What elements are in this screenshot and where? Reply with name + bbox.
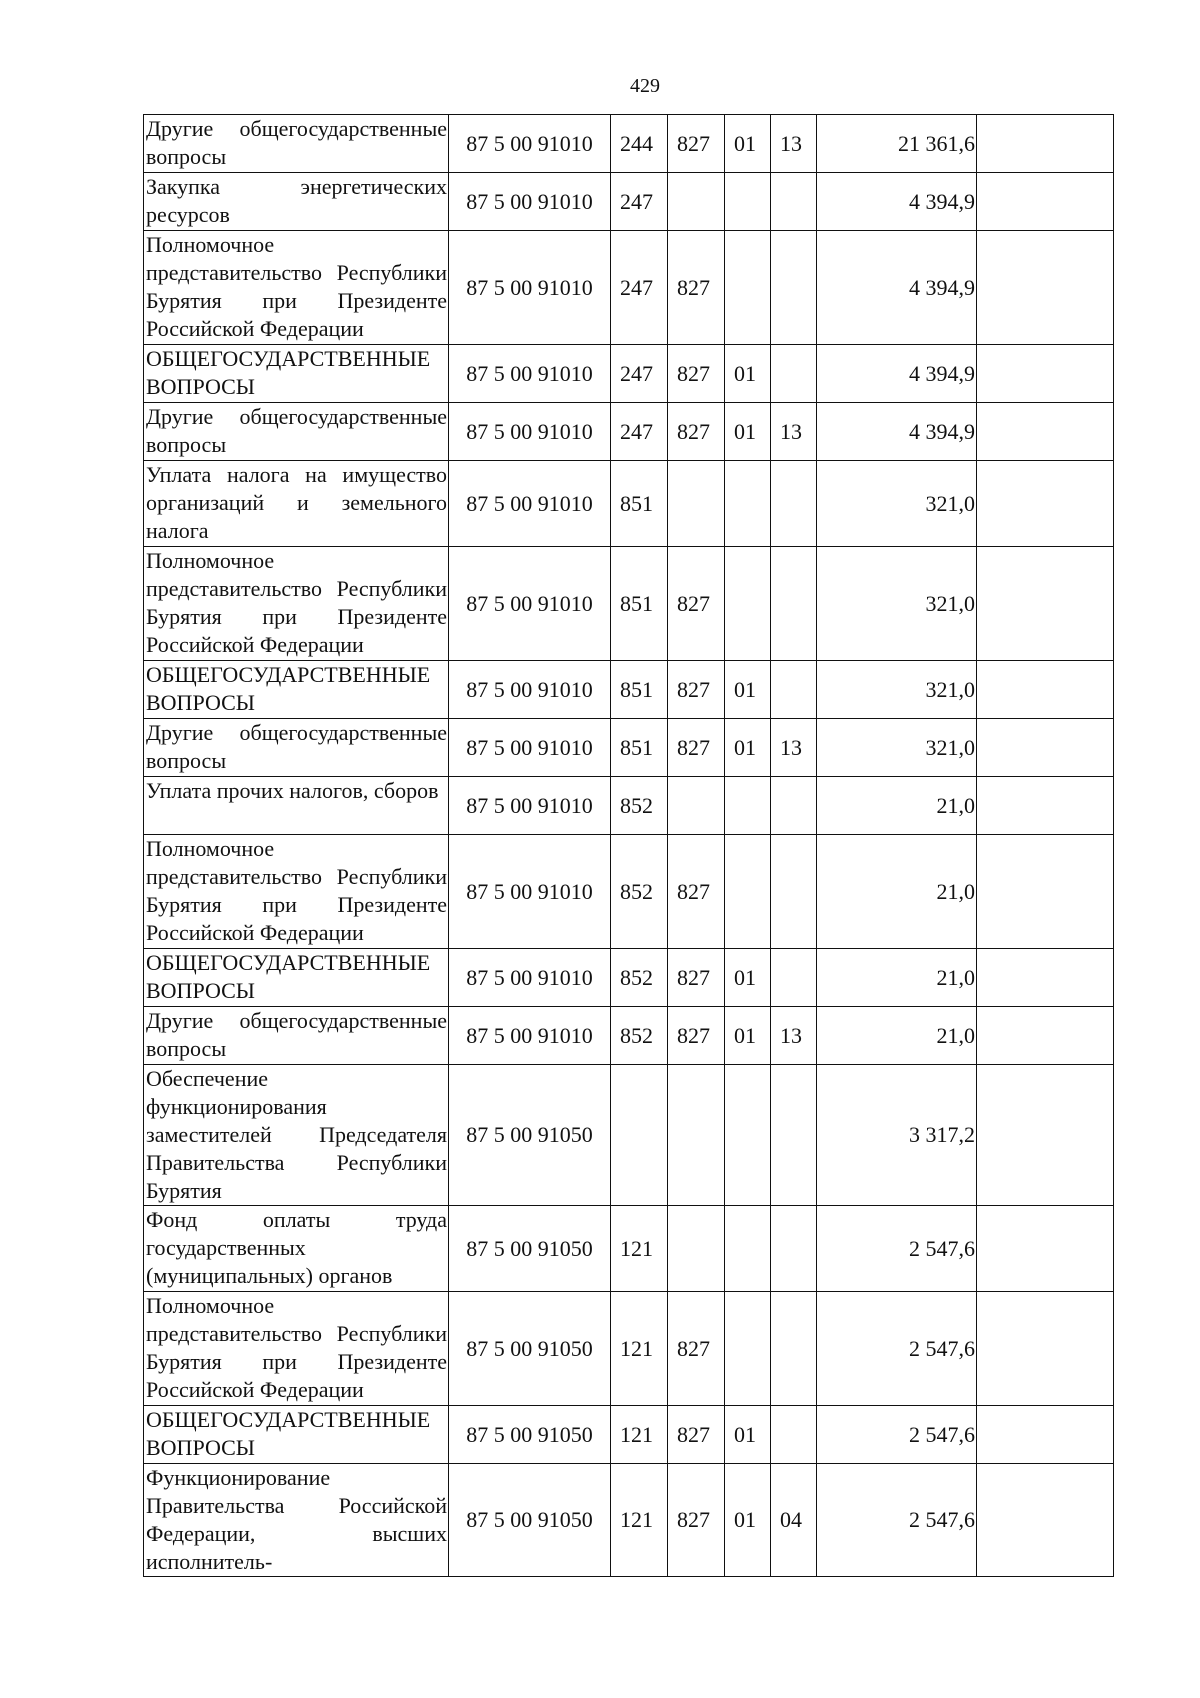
section-code-cell: 01	[725, 403, 771, 461]
empty-cell	[977, 461, 1114, 547]
amount-cell: 2 547,6	[817, 1206, 977, 1292]
administrator-code-cell: 827	[668, 403, 725, 461]
subsection-code-cell	[771, 173, 817, 231]
amount-cell: 321,0	[817, 461, 977, 547]
target-article-code-cell: 87 5 00 91050	[449, 1065, 611, 1206]
expense-type-cell: 121	[611, 1406, 668, 1464]
subsection-code-cell	[771, 1406, 817, 1464]
item-name-cell: Полномочное представительство Республики Бурятия при Президенте Российской Федерации	[144, 547, 449, 661]
administrator-code-cell	[668, 173, 725, 231]
target-article-code-cell: 87 5 00 91010	[449, 547, 611, 661]
item-name-cell: Уплата прочих налогов, сборов	[144, 777, 449, 835]
expense-type-cell: 121	[611, 1464, 668, 1577]
target-article-code-cell: 87 5 00 91010	[449, 1007, 611, 1065]
target-article-code-cell: 87 5 00 91010	[449, 835, 611, 949]
item-name-cell: ОБЩЕГОСУДАРСТВЕННЫЕ ВОПРОСЫ	[144, 661, 449, 719]
section-code-cell: 01	[725, 719, 771, 777]
subsection-code-cell	[771, 231, 817, 345]
subsection-code-cell	[771, 661, 817, 719]
administrator-code-cell: 827	[668, 115, 725, 173]
subsection-code-cell	[771, 1292, 817, 1406]
empty-cell	[977, 173, 1114, 231]
administrator-code-cell: 827	[668, 1406, 725, 1464]
item-name-cell: Фонд оплаты труда государственных (муниципальных) органов	[144, 1206, 449, 1292]
expense-type-cell: 247	[611, 403, 668, 461]
target-article-code-cell: 87 5 00 91010	[449, 115, 611, 173]
empty-cell	[977, 231, 1114, 345]
expense-type-cell: 244	[611, 115, 668, 173]
table-row	[144, 1406, 1114, 1464]
amount-cell: 3 317,2	[817, 1065, 977, 1206]
amount-cell: 4 394,9	[817, 173, 977, 231]
target-article-code-cell: 87 5 00 91010	[449, 949, 611, 1007]
table-row	[144, 461, 1114, 547]
empty-cell	[977, 835, 1114, 949]
subsection-code-cell: 04	[771, 1464, 817, 1577]
table-row	[144, 1206, 1114, 1292]
budget-table	[143, 114, 1114, 1577]
amount-cell: 21,0	[817, 777, 977, 835]
target-article-code-cell: 87 5 00 91010	[449, 403, 611, 461]
table-row	[144, 1292, 1114, 1406]
amount-cell: 4 394,9	[817, 231, 977, 345]
amount-cell: 21 361,6	[817, 115, 977, 173]
item-name-cell: Полномочное представительство Республики Бурятия при Президенте Российской Федерации	[144, 1292, 449, 1406]
subsection-code-cell: 13	[771, 719, 817, 777]
empty-cell	[977, 949, 1114, 1007]
amount-cell: 2 547,6	[817, 1406, 977, 1464]
subsection-code-cell	[771, 345, 817, 403]
section-code-cell	[725, 231, 771, 345]
table-row	[144, 835, 1114, 949]
expense-type-cell: 247	[611, 173, 668, 231]
item-name-cell: Другие общегосударственные вопросы	[144, 719, 449, 777]
section-code-cell	[725, 835, 771, 949]
amount-cell: 321,0	[817, 547, 977, 661]
table-row	[144, 547, 1114, 661]
expense-type-cell: 852	[611, 777, 668, 835]
target-article-code-cell: 87 5 00 91050	[449, 1292, 611, 1406]
amount-cell: 2 547,6	[817, 1292, 977, 1406]
administrator-code-cell: 827	[668, 345, 725, 403]
expense-type-cell: 851	[611, 661, 668, 719]
subsection-code-cell: 13	[771, 403, 817, 461]
table-row	[144, 1007, 1114, 1065]
target-article-code-cell: 87 5 00 91010	[449, 173, 611, 231]
empty-cell	[977, 1206, 1114, 1292]
section-code-cell: 01	[725, 1464, 771, 1577]
amount-cell: 4 394,9	[817, 403, 977, 461]
section-code-cell	[725, 1065, 771, 1206]
target-article-code-cell: 87 5 00 91050	[449, 1406, 611, 1464]
expense-type-cell: 851	[611, 719, 668, 777]
amount-cell: 321,0	[817, 661, 977, 719]
target-article-code-cell: 87 5 00 91010	[449, 231, 611, 345]
subsection-code-cell	[771, 1206, 817, 1292]
section-code-cell	[725, 777, 771, 835]
page-number: 429	[630, 75, 660, 97]
administrator-code-cell: 827	[668, 547, 725, 661]
table-row	[144, 661, 1114, 719]
target-article-code-cell: 87 5 00 91010	[449, 345, 611, 403]
item-name-cell: Полномочное представительство Республики Бурятия при Президенте Российской Федерации	[144, 231, 449, 345]
section-code-cell: 01	[725, 661, 771, 719]
section-code-cell	[725, 461, 771, 547]
table-row	[144, 777, 1114, 835]
expense-type-cell: 852	[611, 835, 668, 949]
item-name-cell: ОБЩЕГОСУДАРСТВЕННЫЕ ВОПРОСЫ	[144, 949, 449, 1007]
expense-type-cell: 851	[611, 461, 668, 547]
administrator-code-cell: 827	[668, 661, 725, 719]
item-name-cell: Полномочное представительство Республики Бурятия при Президенте Российской Федерации	[144, 835, 449, 949]
amount-cell: 21,0	[817, 1007, 977, 1065]
table-row	[144, 949, 1114, 1007]
item-name-cell: Уплата налога на имущество организаций и земельного налога	[144, 461, 449, 547]
expense-type-cell: 852	[611, 1007, 668, 1065]
empty-cell	[977, 1292, 1114, 1406]
empty-cell	[977, 403, 1114, 461]
table-body	[144, 115, 1114, 1577]
administrator-code-cell	[668, 461, 725, 547]
subsection-code-cell: 13	[771, 115, 817, 173]
administrator-code-cell: 827	[668, 949, 725, 1007]
empty-cell	[977, 547, 1114, 661]
item-name-cell: Другие общегосударственные вопросы	[144, 115, 449, 173]
section-code-cell: 01	[725, 115, 771, 173]
expense-type-cell: 852	[611, 949, 668, 1007]
expense-type-cell	[611, 1065, 668, 1206]
table-row	[144, 1065, 1114, 1206]
section-code-cell	[725, 547, 771, 661]
expense-type-cell: 247	[611, 231, 668, 345]
section-code-cell	[725, 1206, 771, 1292]
administrator-code-cell: 827	[668, 1007, 725, 1065]
section-code-cell: 01	[725, 345, 771, 403]
target-article-code-cell: 87 5 00 91010	[449, 661, 611, 719]
item-name-cell: ОБЩЕГОСУДАРСТВЕННЫЕ ВОПРОСЫ	[144, 1406, 449, 1464]
section-code-cell: 01	[725, 1406, 771, 1464]
item-name-cell: Функционирование Правительства Российской Федерации, высших исполнитель-	[144, 1464, 449, 1577]
subsection-code-cell	[771, 461, 817, 547]
administrator-code-cell	[668, 777, 725, 835]
item-name-cell: Другие общегосударственные вопросы	[144, 1007, 449, 1065]
empty-cell	[977, 1007, 1114, 1065]
administrator-code-cell: 827	[668, 1292, 725, 1406]
item-name-cell: Обеспечение функционирования заместителей Председателя Правительства Республики Бурятия	[144, 1065, 449, 1206]
administrator-code-cell	[668, 1206, 725, 1292]
section-code-cell	[725, 1292, 771, 1406]
section-code-cell: 01	[725, 949, 771, 1007]
expense-type-cell: 121	[611, 1206, 668, 1292]
item-name-cell: ОБЩЕГОСУДАРСТВЕННЫЕ ВОПРОСЫ	[144, 345, 449, 403]
administrator-code-cell: 827	[668, 719, 725, 777]
table-row	[144, 115, 1114, 173]
empty-cell	[977, 1065, 1114, 1206]
section-code-cell	[725, 173, 771, 231]
expense-type-cell: 851	[611, 547, 668, 661]
target-article-code-cell: 87 5 00 91050	[449, 1464, 611, 1577]
subsection-code-cell	[771, 835, 817, 949]
amount-cell: 321,0	[817, 719, 977, 777]
amount-cell: 21,0	[817, 949, 977, 1007]
subsection-code-cell	[771, 777, 817, 835]
expense-type-cell: 121	[611, 1292, 668, 1406]
target-article-code-cell: 87 5 00 91010	[449, 719, 611, 777]
administrator-code-cell: 827	[668, 231, 725, 345]
table-row	[144, 231, 1114, 345]
table-row	[144, 403, 1114, 461]
section-code-cell: 01	[725, 1007, 771, 1065]
subsection-code-cell	[771, 547, 817, 661]
empty-cell	[977, 115, 1114, 173]
expense-type-cell: 247	[611, 345, 668, 403]
target-article-code-cell: 87 5 00 91050	[449, 1206, 611, 1292]
empty-cell	[977, 777, 1114, 835]
empty-cell	[977, 661, 1114, 719]
table-row	[144, 719, 1114, 777]
item-name-cell: Другие общегосударственные вопросы	[144, 403, 449, 461]
subsection-code-cell: 13	[771, 1007, 817, 1065]
subsection-code-cell	[771, 949, 817, 1007]
target-article-code-cell: 87 5 00 91010	[449, 777, 611, 835]
target-article-code-cell: 87 5 00 91010	[449, 461, 611, 547]
empty-cell	[977, 345, 1114, 403]
empty-cell	[977, 1406, 1114, 1464]
administrator-code-cell: 827	[668, 1464, 725, 1577]
amount-cell: 21,0	[817, 835, 977, 949]
amount-cell: 4 394,9	[817, 345, 977, 403]
administrator-code-cell: 827	[668, 835, 725, 949]
amount-cell: 2 547,6	[817, 1464, 977, 1577]
table-row	[144, 345, 1114, 403]
empty-cell	[977, 719, 1114, 777]
subsection-code-cell	[771, 1065, 817, 1206]
empty-cell	[977, 1464, 1114, 1577]
administrator-code-cell	[668, 1065, 725, 1206]
item-name-cell: Закупка энергетических ресурсов	[144, 173, 449, 231]
table-row	[144, 173, 1114, 231]
table-row	[144, 1464, 1114, 1577]
